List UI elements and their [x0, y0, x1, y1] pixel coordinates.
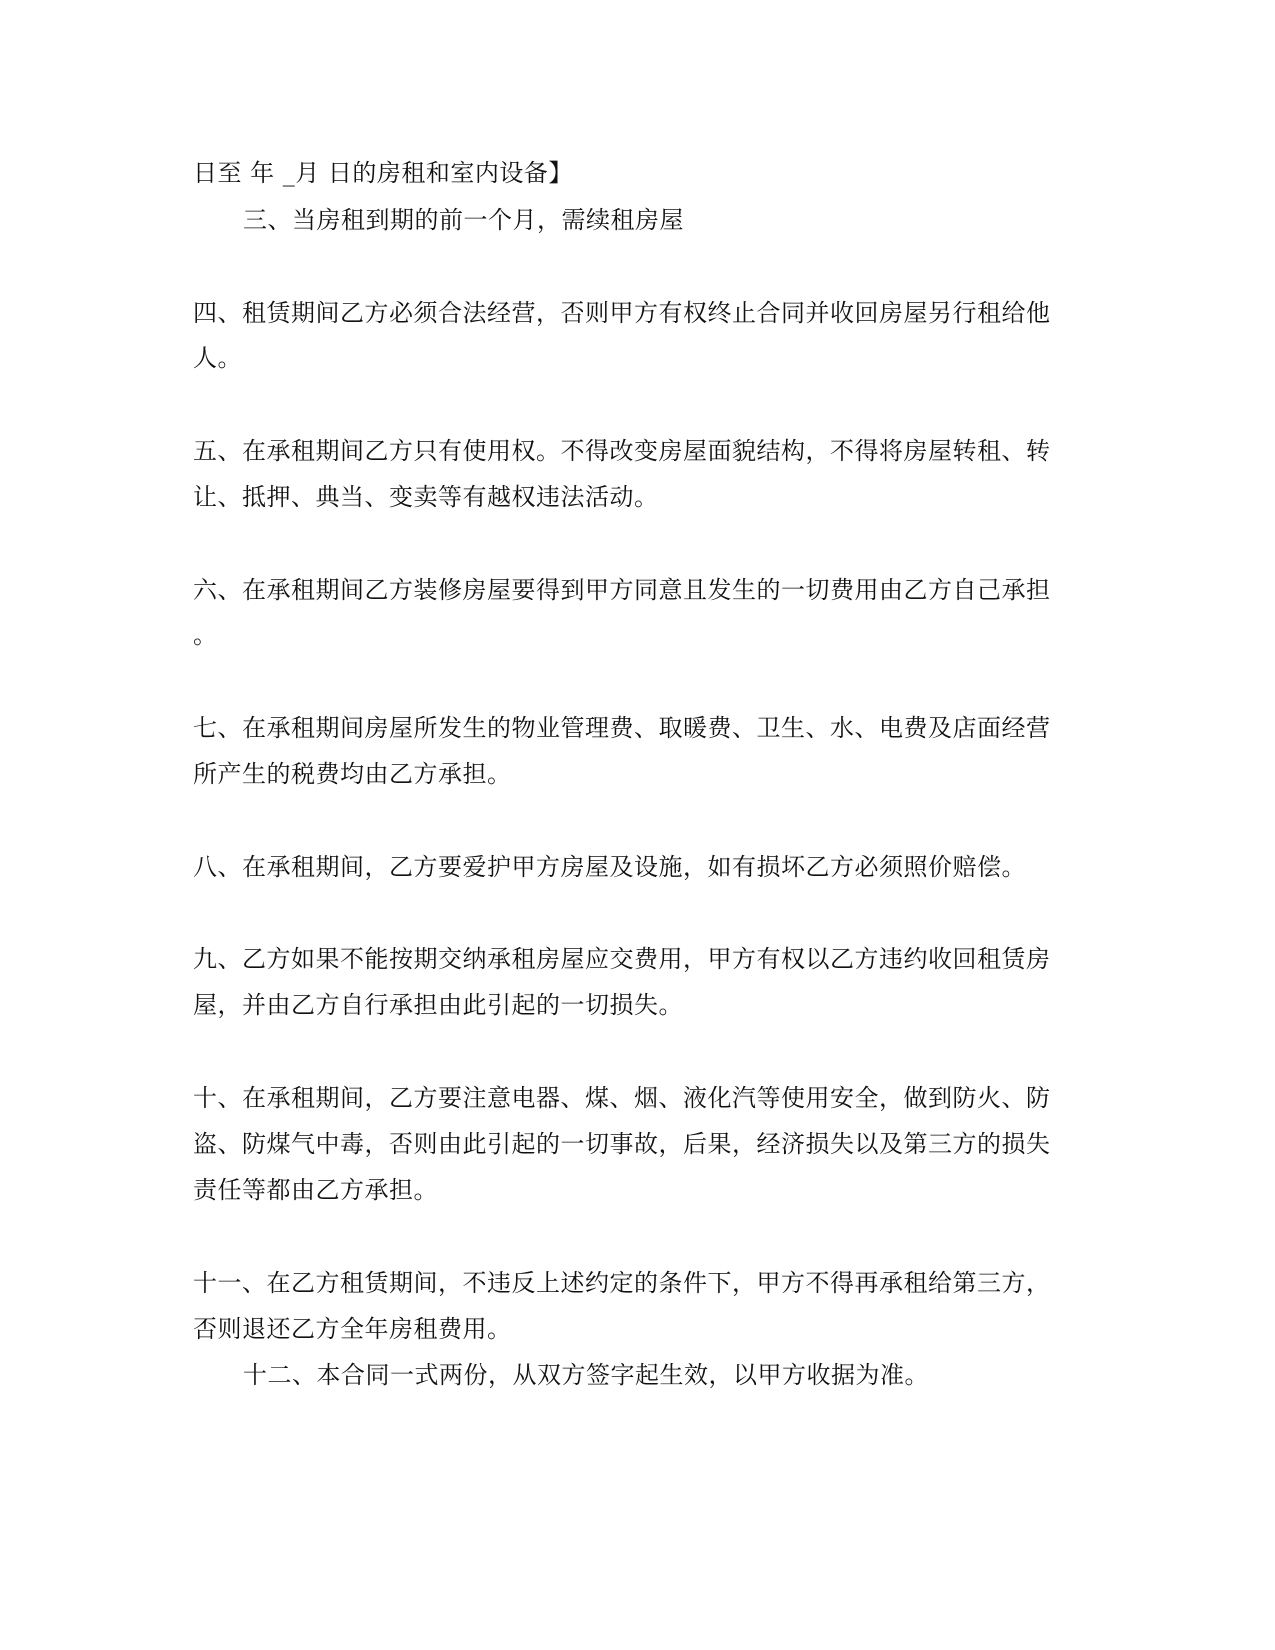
clause-10-line-3: 责任等都由乙方承担。 — [193, 1176, 438, 1204]
clause-12-line-1: 十二、本合同一式两份，从双方签字起生效，以甲方收据为准。 — [243, 1361, 929, 1389]
clause-5-line-2: 让、抵押、典当、变卖等有越权违法活动。 — [193, 483, 659, 511]
clause-5-line-1: 五、在承租期间乙方只有使用权。不得改变房屋面貌结构，不得将房屋转租、转 — [193, 437, 1051, 465]
clause-6-line-2: 。 — [193, 621, 218, 649]
clause-11-line-2: 否则退还乙方全年房租费用。 — [193, 1315, 512, 1343]
clause-7-line-1: 七、在承租期间房屋所发生的物业管理费、取暖费、卫生、水、电费及店面经营 — [193, 714, 1051, 742]
text-line-1: 日至 年 _月 日的房租和室内设备】 — [193, 159, 573, 187]
clause-11-line-1: 十一、在乙方租赁期间，不违反上述约定的条件下，甲方不得再承租给第三方， — [193, 1269, 1051, 1297]
clause-4-line-1: 四、租赁期间乙方必须合法经营，否则甲方有权终止合同并收回房屋另行租给他 — [193, 299, 1051, 327]
clause-6-line-1: 六、在承租期间乙方装修房屋要得到甲方同意且发生的一切费用由乙方自己承担 — [193, 576, 1051, 604]
clause-4-line-2: 人。 — [193, 344, 242, 372]
clause-8-line-1: 八、在承租期间，乙方要爱护甲方房屋及设施，如有损坏乙方必须照价赔偿。 — [193, 853, 1026, 881]
clause-9-line-2: 屋，并由乙方自行承担由此引起的一切损失。 — [193, 991, 683, 1019]
clause-7-line-2: 所产生的税费均由乙方承担。 — [193, 760, 512, 788]
clause-9-line-1: 九、乙方如果不能按期交纳承租房屋应交费用，甲方有权以乙方违约收回租赁房 — [193, 945, 1051, 973]
clause-10-line-1: 十、在承租期间，乙方要注意电器、煤、烟、液化汽等使用安全，做到防火、防 — [193, 1084, 1051, 1112]
clause-3-line-1: 三、当房租到期的前一个月，需续租房屋 — [243, 206, 684, 234]
clause-10-line-2: 盗、防煤气中毒，否则由此引起的一切事故，后果，经济损失以及第三方的损失 — [193, 1130, 1051, 1158]
